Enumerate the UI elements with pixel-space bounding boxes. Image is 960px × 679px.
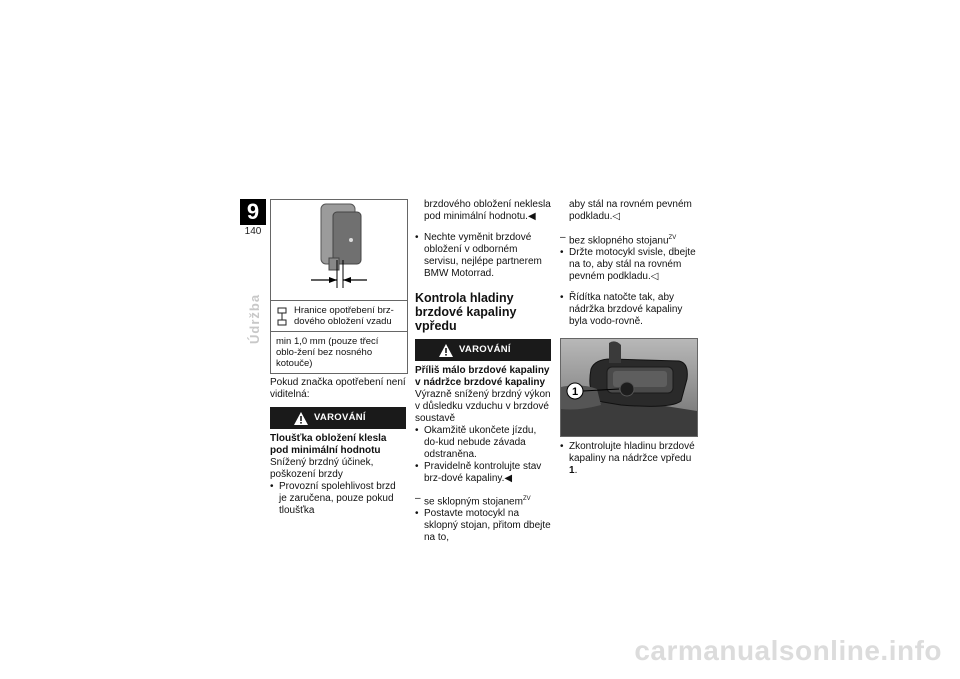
list-item bbox=[560, 441, 696, 477]
brake-pad-figure bbox=[270, 199, 408, 301]
watermark: carmanualsonline.info bbox=[634, 635, 942, 666]
condition-with-stand bbox=[415, 493, 551, 508]
brake-wear-icon bbox=[276, 305, 288, 327]
section-heading: Kontrola hladiny brzdové kapaliny vpředu bbox=[415, 291, 517, 333]
list-item: • Nechte vyměnit brzdové obložení v odborném servisu, nejlépe partnerem BMW Motorrad. bbox=[415, 232, 551, 280]
warning-icon bbox=[439, 344, 453, 357]
bullet-list bbox=[560, 292, 696, 328]
intro-text: Pokud značka opotřebení není viditelná: bbox=[270, 377, 406, 400]
chapter-number: 9 bbox=[240, 199, 266, 225]
warning-banner bbox=[415, 339, 551, 361]
column-1 bbox=[270, 199, 406, 517]
condition-label: bez sklopného stojanu bbox=[569, 235, 669, 247]
chapter-title: Údržba bbox=[247, 293, 262, 344]
check-text-end: . bbox=[574, 465, 578, 477]
brake-pad-illustration bbox=[271, 200, 407, 300]
spec-table bbox=[270, 301, 408, 374]
column-2 bbox=[415, 199, 551, 544]
bullet-list bbox=[560, 247, 696, 283]
option-mark: ZV bbox=[522, 496, 531, 502]
list-item: • Provozní spolehlivost brzd je zaručena, pouze pokud tloušťka bbox=[270, 481, 406, 517]
callout-label: 1 bbox=[571, 386, 579, 399]
option-mark: ZV bbox=[668, 235, 677, 241]
warning-label: VAROVÁNÍ bbox=[459, 344, 511, 355]
list-item: • Držte motocykl svisle, dbejte na to, aby stál na rovném pevném podkladu.◁ bbox=[560, 247, 696, 283]
list-item: • Pravidelně kontrolujte stav brz-dové kapaliny.◀ bbox=[415, 461, 551, 485]
list-item: • Řídítka natočte tak, aby nádržka brzdové kapaliny byla vodo-rovně. bbox=[560, 292, 696, 328]
warning-icon bbox=[294, 412, 308, 425]
spec-value: min 1,0 mm (pouze třecí oblo-žení bez nosného kotouče) bbox=[271, 331, 407, 373]
check-text: Zkontrolujte hladinu brzdové kapaliny na nádržce vpředu bbox=[569, 441, 695, 465]
brake-reservoir-photo bbox=[560, 338, 698, 437]
brake-reservoir-illustration bbox=[561, 339, 697, 436]
bullet-list bbox=[415, 425, 551, 485]
continued-text: brzdového obložení neklesla pod minimální hodnotu.◀ bbox=[424, 199, 551, 222]
warning-banner bbox=[270, 407, 406, 429]
bullet-list bbox=[270, 481, 406, 517]
list-item: • Okamžitě ukončete jízdu, do-kud nebude závada odstraněna. bbox=[415, 425, 551, 461]
continued-text: aby stál na rovném pevném podkladu.◁ bbox=[569, 199, 692, 222]
warning-text: Snížený brzdný účinek, poškození brzdy bbox=[270, 457, 374, 480]
bullet-list bbox=[415, 508, 551, 544]
part-reference: 1 bbox=[569, 465, 575, 477]
condition-label: se sklopným stojanem bbox=[424, 496, 523, 508]
column-3 bbox=[560, 199, 696, 477]
bullet-list bbox=[415, 232, 551, 280]
warning-text: Výrazně snížený brzdný výkon v důsledku vzduchu v brzdové soustavě bbox=[415, 389, 551, 424]
condition-without-stand bbox=[560, 232, 696, 247]
spec-label: Hranice opotřebení brz-dového obložení vzadu bbox=[294, 305, 394, 327]
spec-label-row bbox=[271, 301, 407, 331]
list-item: • Postavte motocykl na sklopný stojan, přitom dbejte na to, bbox=[415, 508, 551, 544]
page-number: 140 bbox=[244, 226, 262, 237]
bullet-list bbox=[560, 441, 696, 477]
warning-title: Tloušťka obložení klesla pod minimální hodnotu bbox=[270, 433, 387, 456]
warning-label: VAROVÁNÍ bbox=[314, 412, 366, 423]
warning-title: Příliš málo brzdové kapaliny v nádržce brzdové kapaliny bbox=[415, 365, 550, 388]
